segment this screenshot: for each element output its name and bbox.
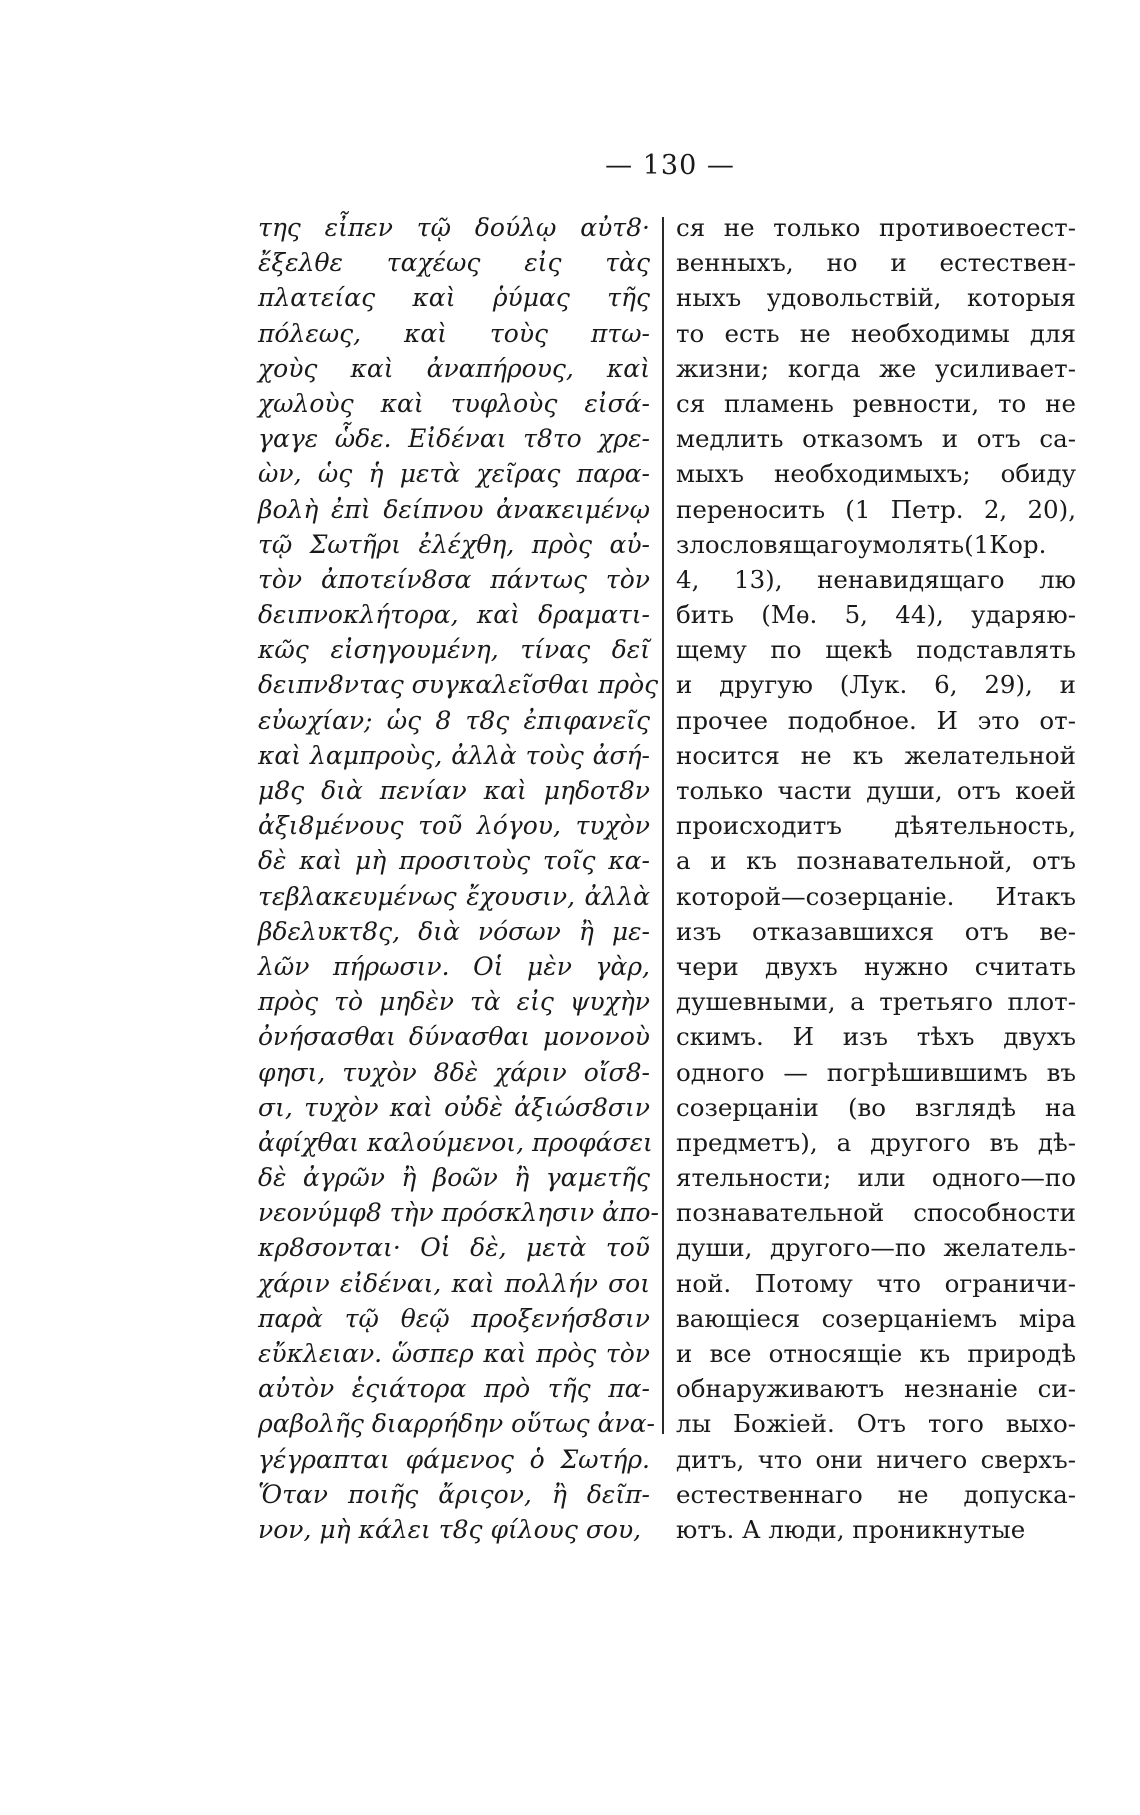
greek-text-line: νον, μὴ κάλει τ8ς φίλους σου, — [258, 1514, 642, 1544]
russian-text-line: то есть не необходимы для — [676, 318, 1076, 348]
greek-text-line: κρ8σονται· Οἱ δὲ, μετὰ τοῦ — [258, 1233, 650, 1263]
greek-text-line: φησι, τυχὸν 8δὲ χάριν οἴσ8- — [258, 1057, 650, 1087]
greek-text-line: πόλεως, καὶ τοὺς πτω- — [258, 318, 650, 348]
greek-text-line: πρὸς τὸ μηδὲν τὰ εἰς ψυχὴν — [258, 987, 650, 1017]
russian-text-line: щему по щекѣ подставлять — [676, 635, 1076, 665]
greek-text-line: νεονύμφ8 τὴν πρόσκλησιν ἀπο- — [258, 1198, 659, 1228]
greek-text-line: ὀνήσασθαι δύνασθαι μονονοὺ — [258, 1022, 650, 1052]
column-divider — [662, 217, 664, 1434]
greek-text-line: χοὺς καὶ ἀναπήρους, καὶ — [258, 353, 650, 383]
russian-text-line: а и къ познавательной, отъ — [676, 846, 1076, 876]
russian-text-line: жизни; когда же усиливает- — [676, 353, 1076, 383]
greek-text-line: σι, τυχὸν καὶ οὐδὲ ἀξιώσ8σιν — [258, 1092, 650, 1122]
russian-text-line: познавательной способности — [676, 1198, 1076, 1228]
russian-text-column — [676, 210, 1076, 1547]
russian-text-line: только части души, отъ коей — [676, 776, 1076, 805]
russian-text-line: носится не къ желательной — [676, 740, 1076, 770]
russian-text-line: изъ отказавшихся отъ ве- — [676, 916, 1076, 946]
greek-text-line: κῶς εἰσηγουμένη, τίνας δεῖ — [258, 635, 650, 665]
page-number: — 130 — — [605, 150, 735, 181]
russian-text-line: бить (Мѳ. 5, 44), ударяю- — [676, 600, 1076, 630]
russian-text-line: обнаруживаютъ незнаніе си- — [676, 1374, 1076, 1404]
russian-text-line: венныхъ, но и естествен- — [676, 248, 1076, 278]
greek-text-line: της εἶπεν τῷ δούλῳ αὐτ8· — [258, 213, 650, 242]
greek-text-line: καὶ λαμπροὺς, ἀλλὰ τοὺς ἀσή- — [258, 740, 650, 770]
greek-text-line: δειπν8ντας συγκαλεῖσθαι πρὸς — [258, 670, 659, 700]
greek-text-line: τεβλακευμένως ἔχουσιν, ἀλλὰ — [258, 881, 650, 911]
greek-text-line: τὸν ἀποτείν8σα πάντως τὸν — [258, 564, 650, 594]
greek-text-line: γαγε ὧδε. Εἰδέναι τ8το χρε- — [258, 424, 650, 454]
russian-text-line: прочее подобное. И это от- — [676, 705, 1076, 735]
greek-text-line: χάριν εἰδέναι, καὶ πολλήν σοι — [258, 1268, 650, 1298]
russian-text-line: естественнаго не допуска- — [676, 1479, 1076, 1509]
russian-text-line: 4, 13), ненавидящаго лю — [676, 564, 1076, 594]
russian-text-line: вающіеся созерцаніемъ міра — [676, 1303, 1076, 1333]
russian-text-line: скимъ. И изъ тѣхъ двухъ — [676, 1022, 1076, 1052]
greek-text-line: πλατείας καὶ ῥύμας τῆς — [258, 283, 650, 313]
greek-text-line: αὐτὸν ἑςιάτορα πρὸ τῆς πα- — [258, 1374, 650, 1404]
russian-text-line: ютъ. А люди, проникнутые — [676, 1514, 1026, 1544]
greek-text-line: ὼν, ὡς ἡ μετὰ χεῖρας παρα- — [258, 459, 650, 489]
greek-text-line: δὲ καὶ μὴ προσιτοὺς τοῖς κα- — [258, 846, 650, 876]
russian-text-line: дитъ, что они ничего сверхъ- — [676, 1444, 1076, 1474]
greek-text-line: βολὴ ἐπὶ δείπνου ἀνακειμένῳ — [258, 494, 650, 524]
greek-text-line: ραβολῆς διαρρήδην οὕτως ἀνα- — [258, 1409, 655, 1439]
russian-text-line: предметъ), а другого въ дѣ- — [676, 1127, 1076, 1157]
russian-text-line: чери двухъ нужно считать — [676, 951, 1076, 981]
greek-text-line: μ8ς διὰ πενίαν καὶ μηδοτ8ν — [258, 776, 650, 805]
russian-text-line: медлить отказомъ и отъ са- — [676, 424, 1076, 454]
greek-text-line: χωλοὺς καὶ τυφλοὺς εἰσά- — [258, 388, 650, 418]
russian-text-line: душевными, а третьяго плот- — [676, 987, 1076, 1017]
russian-text-line: ся не только противоестест- — [676, 213, 1076, 242]
greek-text-line: ἔξελθε ταχέως εἰς τὰς — [258, 248, 650, 278]
greek-text-line: λῶν πήρωσιν. Οἱ μὲν γὰρ, — [258, 951, 650, 981]
russian-text-line: которой—созерцаніе. Итакъ — [676, 881, 1076, 911]
russian-text-line: и другую (Лук. 6, 29), и — [676, 670, 1076, 700]
greek-text-line: Ὅταν ποιῆς ἄριςον, ἢ δεῖπ- — [258, 1479, 650, 1509]
greek-text-line: βδελυκτ8ς, διὰ νόσων ἢ με- — [258, 916, 650, 946]
russian-text-line: лы Божіей. Отъ того выхо- — [676, 1409, 1076, 1439]
russian-text-line: происходитъ дѣятельность, — [676, 811, 1076, 841]
greek-text-line: εὔκλειαν. ὥσπερ καὶ πρὸς τὸν — [258, 1339, 650, 1368]
greek-text-line: δὲ ἀγρῶν ἢ βοῶν ἢ γαμετῆς — [258, 1163, 650, 1193]
russian-text-line: ной. Потому что ограничи- — [676, 1268, 1076, 1298]
greek-text-line: ἀξι8μένους τοῦ λόγου, τυχὸν — [258, 811, 650, 841]
russian-text-line: злословящагоумолять(1Кор. — [676, 529, 1047, 559]
greek-text-line: γέγραπται φάμενος ὁ Σωτήρ. — [258, 1444, 650, 1474]
russian-text-line: души, другого—по желатель- — [676, 1233, 1076, 1263]
russian-text-line: и все относящіе къ природѣ — [676, 1339, 1076, 1368]
greek-text-line: παρὰ τῷ θεῷ προξενήσ8σιν — [258, 1303, 650, 1333]
greek-text-column — [258, 210, 659, 1547]
greek-text-line: εὐωχίαν; ὡς 8 τ8ς ἐπιφανεῖς — [258, 705, 650, 735]
russian-text-line: мыхъ необходимыхъ; обиду — [676, 459, 1076, 489]
russian-text-line: ятельности; или одного—по — [676, 1163, 1076, 1193]
russian-text-line: одного — погрѣшившимъ въ — [676, 1057, 1076, 1087]
russian-text-line: созерцаніи (во взглядѣ на — [676, 1092, 1076, 1122]
russian-text-line: ныхъ удовольствій, которыя — [676, 283, 1076, 313]
greek-text-line: τῷ Σωτῆρι ἐλέχθη, πρὸς αὐ- — [258, 529, 650, 559]
greek-text-line: ἀφίχθαι καλούμενοι, προφάσει — [258, 1127, 653, 1157]
greek-text-line: δειπνοκλήτορα, καὶ δραματι- — [258, 600, 650, 630]
russian-text-line: ся пламень ревности, то не — [676, 388, 1076, 418]
russian-text-line: переносить (1 Петр. 2, 20), — [676, 494, 1076, 524]
